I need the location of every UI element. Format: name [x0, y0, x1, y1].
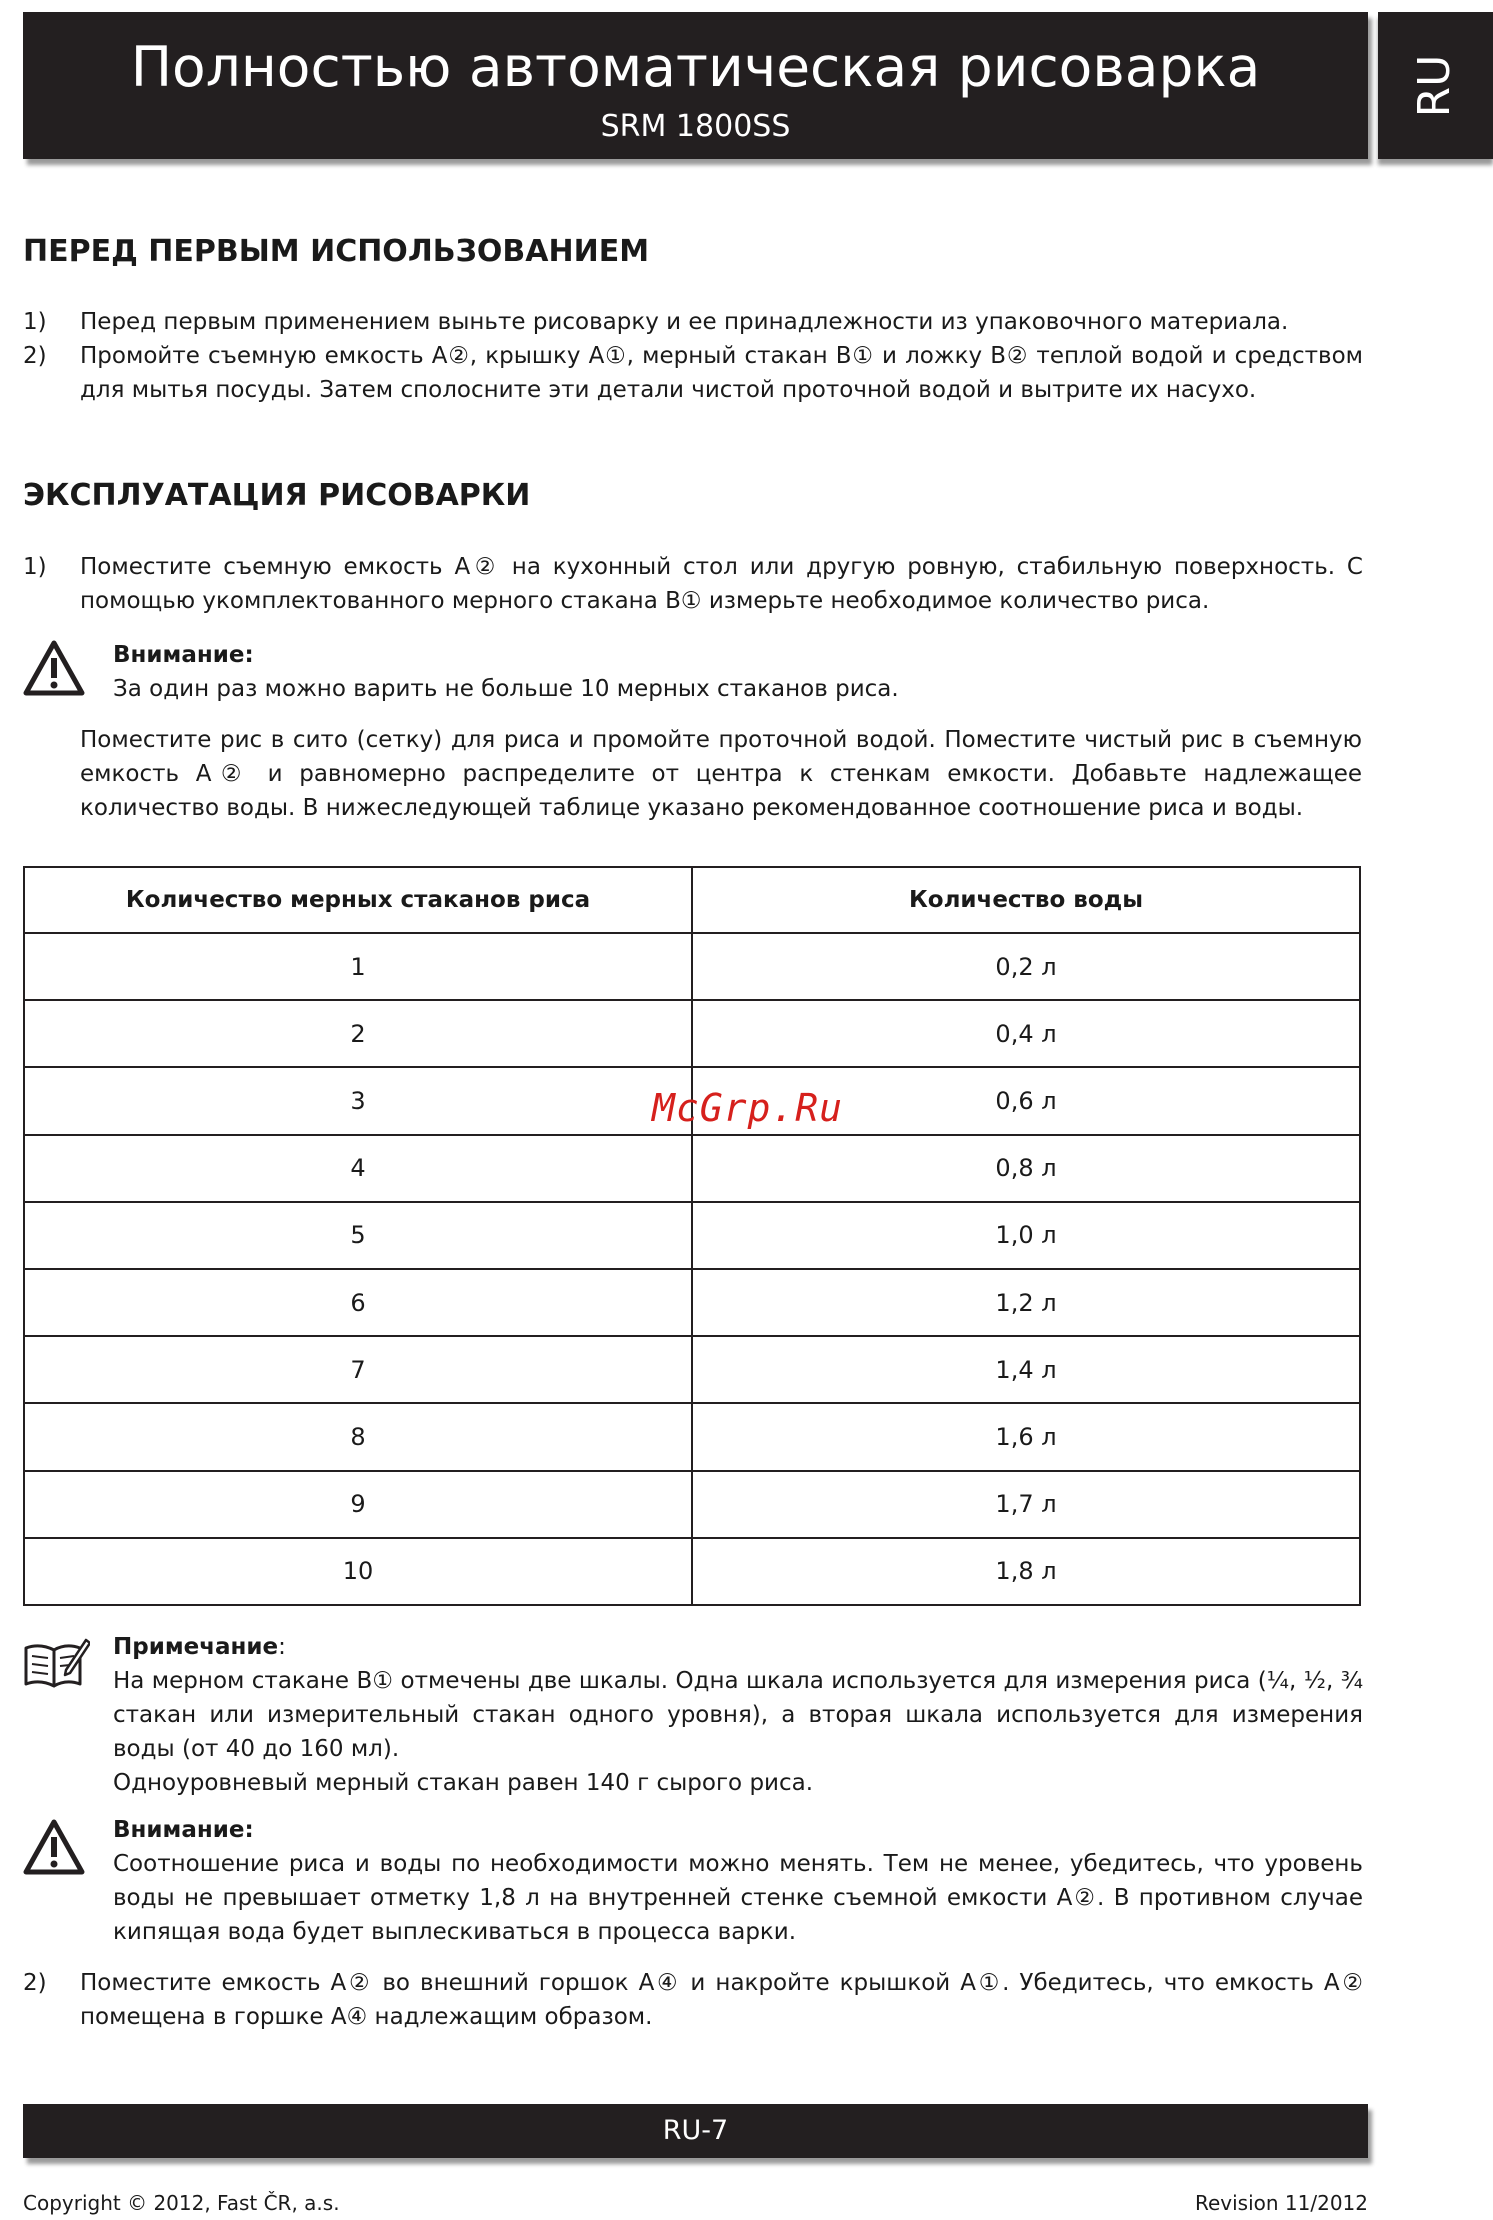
list-item	[23, 550, 1363, 618]
list-number: 1)	[23, 554, 47, 580]
list-text: Поместите емкость A② во внешний горшок A④ и накройте крышкой A①. Убедитесь, что емкость A② помещена в горшке A④ надлежащим образом.	[80, 1970, 1363, 2030]
water-cell: 1,0 л	[692, 1202, 1360, 1269]
page-number: RU-7	[662, 2115, 729, 2146]
rice-cell: 4	[24, 1135, 692, 1202]
table-header-row	[24, 867, 1360, 933]
table-row	[24, 933, 1360, 1000]
section-title-operation: ЭКСПЛУАТАЦИЯ РИСОВАРКИ	[23, 478, 531, 513]
rice-cell: 8	[24, 1403, 692, 1470]
section-title-first-use: ПЕРЕД ПЕРВЫМ ИСПОЛЬЗОВАНИЕМ	[23, 234, 650, 269]
header-bar	[23, 12, 1368, 159]
list-number: 1)	[23, 309, 47, 335]
column-header-water: Количество воды	[692, 867, 1360, 933]
note-text: Одноуровневый мерный стакан равен 140 г сырого риса.	[113, 1770, 814, 1796]
water-cell: 0,4 л	[692, 1000, 1360, 1067]
water-cell: 0,2 л	[692, 933, 1360, 1000]
note-block	[113, 1630, 1363, 1800]
table-row	[24, 1202, 1360, 1269]
water-cell: 0,8 л	[692, 1135, 1360, 1202]
water-cell: 1,4 л	[692, 1336, 1360, 1403]
water-cell: 1,7 л	[692, 1471, 1360, 1538]
rice-cell: 10	[24, 1538, 692, 1605]
list-text: Поместите съемную емкость A② на кухонный стол или другую ровную, стабильную поверхность. С помощью укомплектованного мерного стакана B① измерьте необходимое количество риса.	[80, 554, 1363, 614]
revision: Revision 11/2012	[1194, 2191, 1368, 2215]
language-label: RU	[1409, 54, 1460, 118]
rice-cell: 3	[24, 1067, 692, 1134]
model-number: SRM 1800SS	[600, 109, 791, 144]
note-title: Примечание	[113, 1634, 279, 1660]
table-row	[24, 1135, 1360, 1202]
water-cell: 1,6 л	[692, 1403, 1360, 1470]
table-row	[24, 1336, 1360, 1403]
open-book-icon	[22, 1636, 90, 1690]
water-cell: 0,6 л	[692, 1067, 1360, 1134]
column-header-rice: Количество мерных стаканов риса	[24, 867, 692, 933]
rice-cell: 2	[24, 1000, 692, 1067]
warning-icon	[22, 639, 86, 697]
warning-title: Внимание:	[113, 642, 254, 668]
table-row	[24, 1538, 1360, 1605]
warning-block	[113, 638, 1363, 706]
note-text: На мерном стакане B① отмечены две шкалы. Одна шкала используется для измерения риса (¼, ½, ¾ стакан или измерительный стакан одного уровня), а вторая шкала используется для измерения воды (от 40 до 160 мл).	[113, 1668, 1363, 1762]
table-row	[24, 1403, 1360, 1470]
list-text: Перед первым применением выньте рисоварку и ее принадлежности из упаковочного материала.	[80, 309, 1289, 335]
warning-title: Внимание:	[113, 1817, 254, 1843]
note-colon: :	[278, 1634, 286, 1660]
table-row	[24, 1000, 1360, 1067]
list-item	[23, 1966, 1363, 2034]
rice-cell: 5	[24, 1202, 692, 1269]
document-title: Полностью автоматическая рисоварка	[130, 35, 1261, 99]
warning-block	[113, 1813, 1363, 1949]
rice-cell: 9	[24, 1471, 692, 1538]
table-row	[24, 1269, 1360, 1336]
rice-water-table	[23, 866, 1361, 1606]
watermark: McGrp.Ru	[652, 1086, 844, 1130]
copyright: Copyright © 2012, Fast ČR, a.s.	[23, 2191, 340, 2215]
instruction-paragraph: Поместите рис в сито (сетку) для риса и промойте проточной водой. Поместите чистый рис в съемную емкость A② и равномерно распределите от центра к стенкам емкости. Добавьте надлежащее количество воды. В нижеследующей таблице указано рекомендованное соотношение риса и воды.	[80, 727, 1362, 821]
rice-cell: 7	[24, 1336, 692, 1403]
list-text: Промойте съемную емкость A②, крышку A①, мерный стакан B① и ложку B② теплой водой и средством для мытья посуды. Затем сполосните эти детали чистой проточной водой и вытрите их насухо.	[80, 343, 1363, 403]
rice-cell: 6	[24, 1269, 692, 1336]
language-tab	[1378, 12, 1493, 159]
water-cell: 1,8 л	[692, 1538, 1360, 1605]
list-number: 2)	[23, 1970, 47, 1996]
rice-cell: 1	[24, 933, 692, 1000]
warning-icon	[22, 1818, 86, 1876]
list-item	[23, 339, 1363, 407]
water-cell: 1,2 л	[692, 1269, 1360, 1336]
list-item	[23, 305, 1363, 339]
warning-text: Соотношение риса и воды по необходимости можно менять. Тем не менее, убедитесь, что уровень воды не превышает отметку 1,8 л на внутренней стенке съемной емкости A②. В противном случае кипящая вода будет выплескиваться в процесса варки.	[113, 1851, 1363, 1945]
footer-bar	[23, 2104, 1368, 2158]
warning-text: За один раз можно варить не больше 10 мерных стаканов риса.	[113, 676, 899, 702]
list-number: 2)	[23, 343, 47, 369]
table-row	[24, 1471, 1360, 1538]
